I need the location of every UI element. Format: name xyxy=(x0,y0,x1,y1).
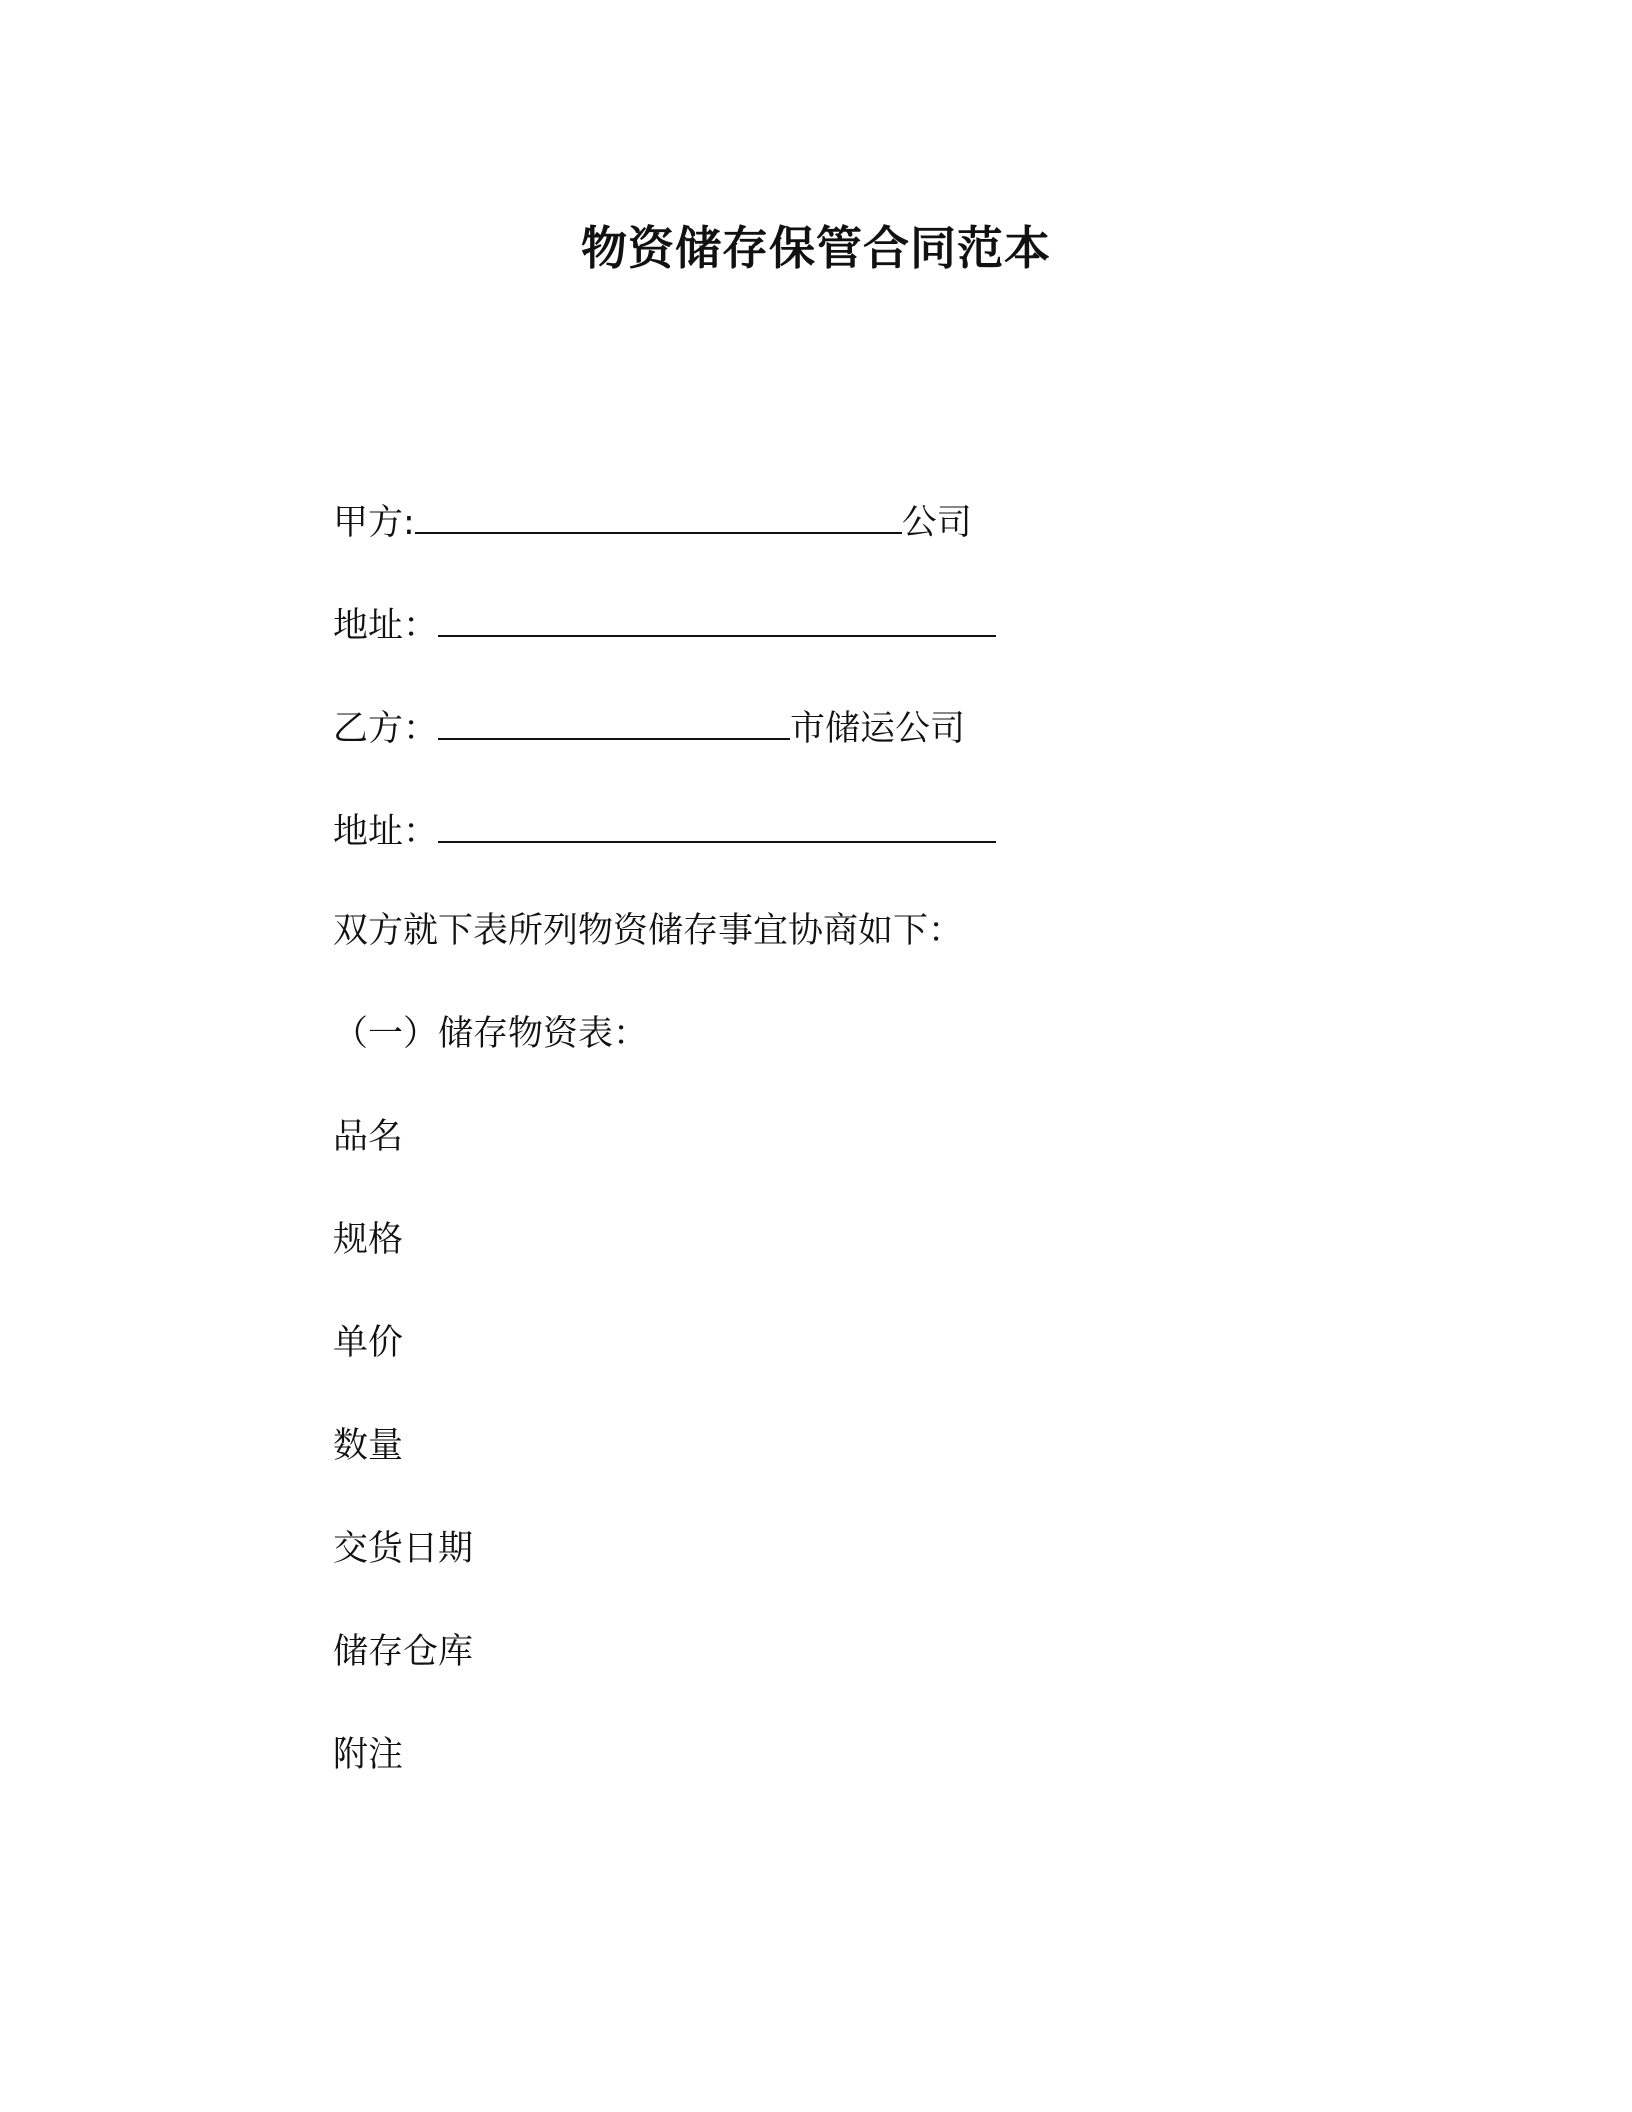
address-b-line xyxy=(333,805,996,855)
intro-text: 双方就下表所列物资储存事宜协商如下： xyxy=(333,911,964,951)
address-a-line xyxy=(333,599,996,649)
field-remarks: 附注 xyxy=(333,1735,404,1775)
party-a-blank[interactable] xyxy=(415,496,902,534)
party-b-blank[interactable] xyxy=(438,702,790,740)
section-heading: （一）储存物资表： xyxy=(333,1014,649,1054)
field-quantity: 数量 xyxy=(333,1426,404,1466)
address-a-label: 地址： xyxy=(333,606,439,646)
party-a-label: 甲方: xyxy=(333,503,415,543)
field-delivery-date: 交货日期 xyxy=(333,1529,474,1569)
address-b-label: 地址： xyxy=(333,812,439,852)
address-b-blank[interactable] xyxy=(438,805,996,843)
field-product-name: 品名 xyxy=(333,1117,404,1157)
field-unit-price: 单价 xyxy=(333,1323,404,1363)
party-b-line xyxy=(333,702,965,752)
field-specification: 规格 xyxy=(333,1220,404,1260)
party-b-suffix: 市储运公司 xyxy=(790,709,966,749)
party-a-suffix: 公司 xyxy=(901,503,972,543)
field-storage-warehouse: 储存仓库 xyxy=(333,1632,474,1672)
address-a-blank[interactable] xyxy=(438,599,996,637)
party-a-line xyxy=(333,496,972,546)
party-b-label: 乙方： xyxy=(333,709,439,749)
document-title: 物资储存保管合同范本 xyxy=(581,221,1051,275)
